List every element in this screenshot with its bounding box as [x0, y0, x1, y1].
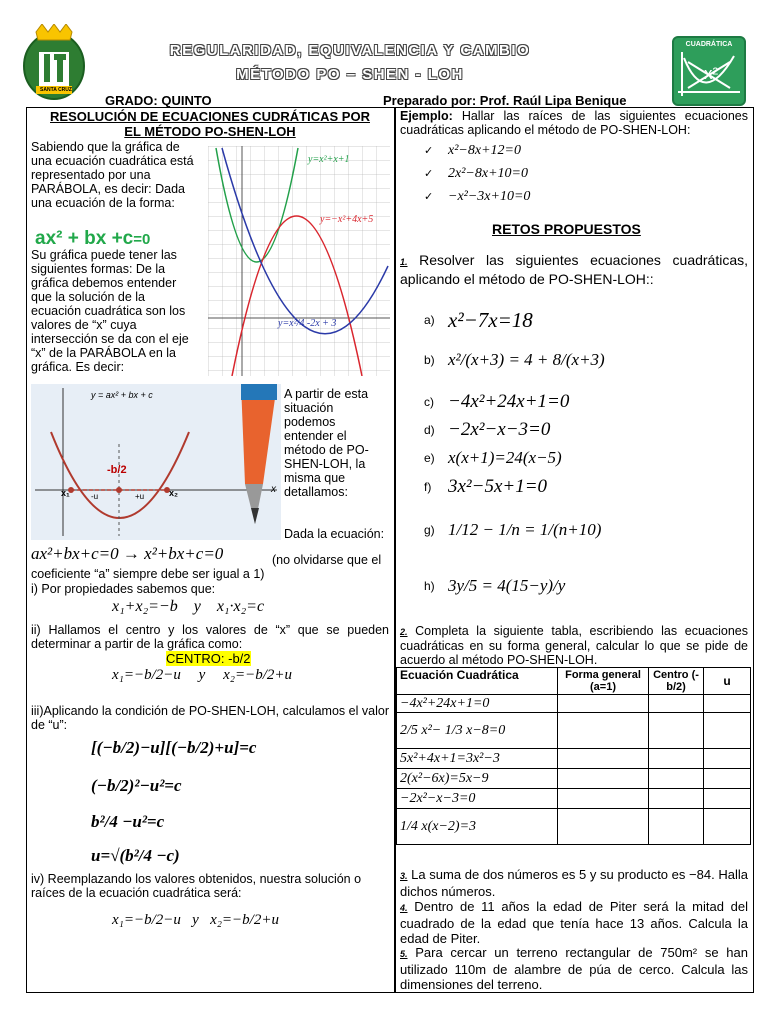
dada-text: Dada la ecuación:: [284, 527, 385, 541]
step-iii-eq-3: b²/4 −u²=c: [91, 812, 165, 831]
parabolas-graph: [208, 146, 390, 376]
q1-item: [424, 332, 744, 388]
general-form: [35, 228, 150, 250]
diagram-center-label: -b/2: [107, 464, 127, 476]
logo-school: [22, 24, 86, 100]
question-4: [400, 899, 748, 946]
roots-diagram: [31, 384, 281, 540]
check-icon: ✓: [424, 168, 434, 180]
step-i-equation: x₁+x₂=−b y x₁·x₂=c: [112, 598, 265, 615]
table-header-general: Forma general (a=1): [558, 668, 649, 695]
general-form-expr: ax² + bx +c: [35, 228, 134, 249]
green-label: y=x²+x+1: [308, 154, 350, 165]
step-ii-y: y: [198, 667, 206, 683]
example-item: [424, 185, 530, 208]
grade-label: GRADO: QUINTO: [105, 93, 212, 108]
question-3-text: La suma de dos números es 5 y su producto es −84. Halla dichos números.: [400, 867, 748, 899]
table-cell-empty[interactable]: [649, 769, 704, 789]
question-2-text: Completa la siguiente tabla, escribiendo las ecuaciones cuadráticas en su forma general, calcular lo que se pide de acuerdo al método PO-SHEN-LOH.: [400, 624, 748, 667]
table-cell-empty[interactable]: [649, 695, 704, 713]
example-text: Hallar las raíces de las siguientes ecuaciones cuadráticas aplicando el método de PO-SHEN-LOH:: [400, 109, 748, 137]
table-cell-empty[interactable]: [704, 809, 751, 845]
q1-item: [424, 444, 744, 472]
step-iv: iv) Reemplazando los valores obtenidos, nuestra solución o raíces de la ecuación cuadrática será:: [31, 872, 362, 900]
q1-item: [424, 416, 744, 444]
q1-item-label: h): [424, 579, 435, 593]
diagram-pu: +u: [135, 492, 145, 501]
example-label: Ejemplo:: [400, 109, 453, 123]
step-i: i) Por propiedades sabemos que:: [31, 582, 216, 596]
step-ii-x2: x₂=−b/2+u: [223, 667, 292, 683]
question-4-num: 4.: [400, 903, 408, 913]
question-1: [400, 252, 748, 288]
table-cell-empty[interactable]: [558, 809, 649, 845]
equations-table: [396, 667, 751, 845]
section-title-line-2: EL MÉTODO PO-SHEN-LOH: [124, 124, 296, 139]
table-cell-empty[interactable]: [704, 695, 751, 713]
question-5-num: 5.: [400, 949, 408, 959]
step-ii: ii) Hallamos el centro y los valores de “x” que se pueden determinar a partir de la gráfica como:: [31, 623, 389, 651]
red-label: y=−x²+4x+5: [320, 214, 374, 225]
diagram-top-label: y = ax² + bx + c: [91, 390, 153, 400]
example-expr: 2x²−8x+10=0: [448, 165, 528, 181]
blue-label: y=x²/4 -2x + 3: [278, 318, 337, 329]
prepared-by: Preparado por: Prof. Raúl Lipa Benique: [383, 93, 627, 108]
example-expr: x²−8x+12=0: [448, 142, 521, 158]
step-iii-eq-4: u=√(b²/4 −c): [91, 846, 180, 865]
retos-title: RETOS PROPUESTOS: [492, 221, 641, 237]
question-2-num: 2.: [400, 627, 408, 637]
q1-item-label: f): [424, 480, 432, 494]
step-ii-equation: [112, 667, 292, 684]
q1-item-expr: x²/(x+3) = 4 + 8/(x+3): [448, 350, 605, 369]
table-row-equation: 2/5 x²− 1/3 x−8=0: [397, 713, 558, 749]
table-header-equation: Ecuación Cuadrática: [397, 668, 558, 695]
example-item: [424, 139, 530, 162]
q1-item-expr: −4x²+24x+1=0: [448, 391, 570, 412]
step-iii: iii)Aplicando la condición de PO-SHEN-LOH, calculamos el valor de “u”:: [31, 704, 389, 732]
section-title-line-1: RESOLUCIÓN DE ECUACIONES CUDRÁTICAS POR: [50, 109, 370, 124]
table-cell-empty[interactable]: [649, 809, 704, 845]
example-list: [424, 139, 530, 208]
logo-right-expr: x²: [704, 64, 719, 83]
q1-item-expr: x(x+1)=24(x−5): [448, 448, 562, 467]
section-title: [28, 109, 392, 139]
table-row-equation: −2x²−x−3=0: [397, 789, 558, 809]
diagram-x2: x₂: [169, 488, 179, 498]
example-intro: [400, 109, 748, 137]
title-line-1: REGULARIDAD, EQUIVALENCIA Y CAMBIO: [169, 42, 531, 59]
table-cell-empty[interactable]: [649, 789, 704, 809]
question-3-num: 3.: [400, 871, 408, 881]
q1-items: [424, 308, 744, 614]
table-row-equation: 1/4 x(x−2)=3: [397, 809, 558, 845]
general-form-eq: =0: [133, 231, 151, 248]
step-iv-equation: x₁=−b/2−u y x₂=−b/2+u: [112, 912, 279, 928]
table-row-equation: 5x²+4x+1=3x²−3: [397, 749, 558, 769]
table-cell-empty[interactable]: [704, 749, 751, 769]
table-cell-empty[interactable]: [649, 749, 704, 769]
question-1-num: 1.: [400, 257, 408, 267]
question-3: [400, 867, 748, 899]
question-5: [400, 945, 748, 992]
step-ii-x1: x₁=−b/2−u: [112, 667, 181, 683]
table-header-u: u: [704, 668, 751, 695]
q1-item-label: c): [424, 395, 434, 409]
table-cell-empty[interactable]: [558, 695, 649, 713]
q1-item-expr: 3x²−5x+1=0: [448, 476, 548, 497]
logo-text: SANTA CRUZ: [40, 87, 72, 93]
table-header-centro: Centro (-b/2): [649, 668, 704, 695]
q1-item-label: e): [424, 451, 435, 465]
q1-item-label: b): [424, 353, 435, 367]
table-cell-empty[interactable]: [558, 713, 649, 749]
table-cell-empty[interactable]: [649, 713, 704, 749]
title-line-2: MÉTODO PO – SHEN - LOH: [236, 66, 464, 83]
q1-item-expr: x²−7x=18: [448, 307, 533, 332]
logo-right-label: CUADRÁTICA: [685, 41, 733, 48]
question-1-text: Resolver las siguientes ecuaciones cuadráticas, aplicando el método de PO-SHEN-LOH::: [400, 252, 749, 287]
q1-item-label: g): [424, 523, 435, 537]
example-item: [424, 162, 530, 185]
diagram-xaxis: x: [271, 484, 276, 495]
question-4-text: Dentro de 11 años la edad de Piter será la mitad del cuadrado de la edad que tenía hace 13 años. Calcula la edad de Piter.: [400, 899, 748, 946]
main-equation: ax²+bx+c=0 → x²+bx+c=0: [31, 544, 224, 563]
step-iii-eq-2: (−b/2)²−u²=c: [91, 776, 182, 795]
pencil-icon: [211, 384, 281, 534]
q1-item-expr: 3y/5 = 4(15−y)/y: [448, 576, 566, 595]
question-2: [400, 624, 748, 667]
centro-highlight: CENTRO: -b/2: [166, 651, 251, 666]
table-cell-empty[interactable]: [558, 749, 649, 769]
logo-cuadratica: [672, 36, 746, 106]
table-cell-empty[interactable]: [558, 789, 649, 809]
intro-text: Sabiendo que la gráfica de una ecuación cuadrática está representado por una PARÁBOLA, es decir: Dada una ecuación de la forma:: [31, 140, 194, 210]
example-expr: −x²−3x+10=0: [448, 188, 531, 204]
q1-item: [424, 388, 744, 416]
table-row-equation: −4x²+24x+1=0: [397, 695, 558, 713]
question-5-text: Para cercar un terreno rectangular de 750m² se han utilizado 110m de alambre de púa de cerco. Calcula las dimensiones del terreno.: [400, 945, 748, 992]
step-iii-eq-1: [(−b/2)−u][(−b/2)+u]=c: [91, 738, 257, 757]
check-icon: ✓: [424, 191, 434, 203]
diagram-mu: -u: [91, 492, 99, 501]
q1-item-label: a): [424, 313, 435, 327]
q1-item: [424, 558, 744, 614]
table-cell-empty[interactable]: [704, 713, 751, 749]
parabolas-chart: [208, 146, 390, 376]
situation-text: A partir de esta situación podemos entender el método de PO-SHEN-LOH, la misma que detallamos:: [284, 387, 369, 499]
table-cell-empty[interactable]: [704, 789, 751, 809]
table-cell-empty[interactable]: [558, 769, 649, 789]
q1-item: [424, 308, 744, 332]
equation-note: (no olvidarse que el coeficiente “a” siempre debe ser igual a 1): [31, 553, 382, 581]
q1-item: [424, 472, 744, 502]
q1-item-label: d): [424, 423, 435, 437]
graph-text: Su gráfica puede tener las siguientes formas: De la gráfica debemos entender que la solución de la ecuación cuadrática son los valores de “x” cuya intersección se da con el eje “x” de la PARÁBOLA en la gráfica. Es decir:: [31, 248, 189, 374]
diagram-x1: x₁: [61, 488, 70, 498]
q1-item-expr: 1/12 − 1/n = 1/(n+10): [448, 520, 602, 539]
table-row-equation: 2(x²−6x)=5x−9: [397, 769, 558, 789]
table-cell-empty[interactable]: [704, 769, 751, 789]
q1-item-expr: −2x²−x−3=0: [448, 419, 551, 440]
check-icon: ✓: [424, 145, 434, 157]
q1-item: [424, 502, 744, 558]
